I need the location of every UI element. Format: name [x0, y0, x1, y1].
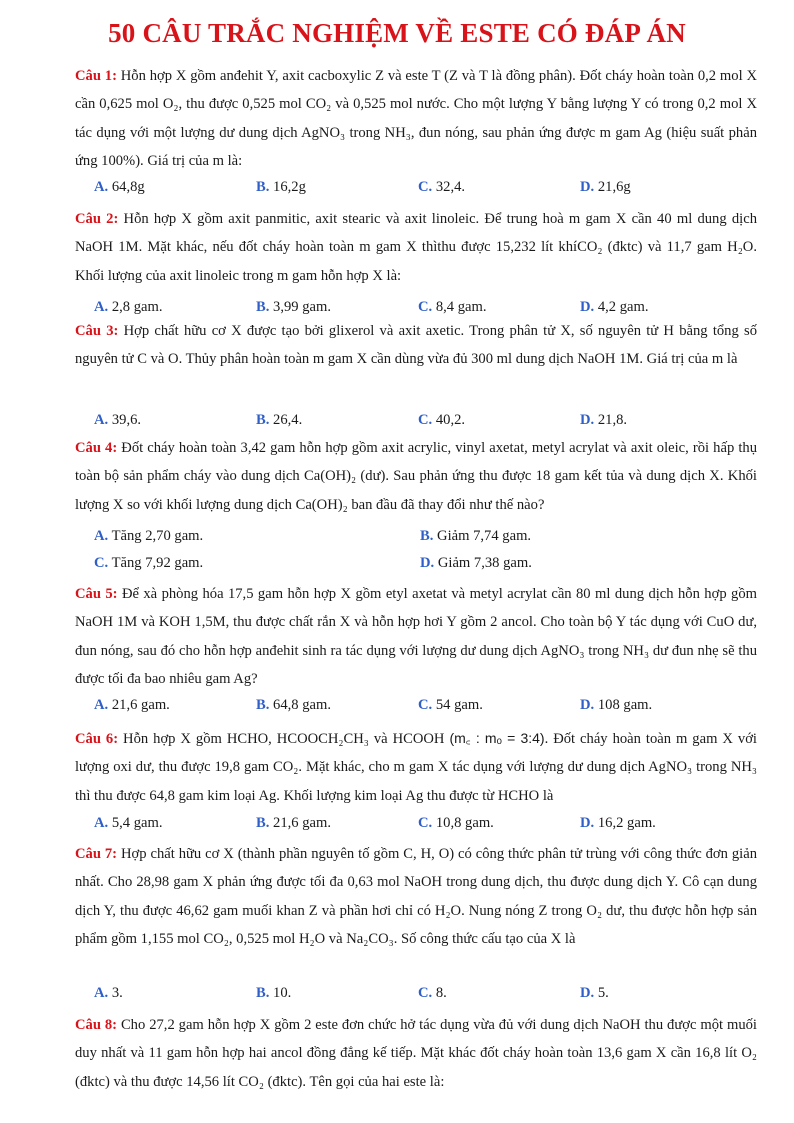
options-7 — [94, 980, 754, 1006]
question-label: Câu 8: — [75, 1017, 118, 1033]
options-1 — [94, 174, 754, 200]
option-a[interactable]: A. Tăng 2,70 gam. — [94, 528, 204, 544]
option-b[interactable]: B. 10. — [256, 985, 292, 1001]
option-b[interactable]: B. 64,8 gam. — [256, 697, 332, 713]
question-1 — [75, 62, 757, 176]
options-5 — [94, 692, 754, 718]
option-d[interactable]: D. 4,2 gam. — [580, 299, 649, 315]
option-d[interactable]: D. 5. — [580, 985, 609, 1001]
options-3 — [94, 407, 754, 433]
option-d[interactable]: D. 16,2 gam. — [580, 815, 656, 831]
option-a[interactable]: A. 39,6. — [94, 412, 142, 428]
option-b[interactable]: B. 3,99 gam. — [256, 299, 332, 315]
option-c[interactable]: C. 32,4. — [418, 179, 466, 195]
option-d[interactable]: D. Giảm 7,38 gam. — [420, 555, 532, 571]
question-text: Hỗn hợp X gồm axit panmitic, axit stearic và axit linoleic. Để trung hoà m gam X cần 40 ml dung dịch NaOH 1M. Mặt khác, nếu đốt cháy hoàn toàn m gam X thìthu được 15,232 lít khíCO₂ (đktc) và 11,7 gam H₂O. Khối lượng của axit linoleic trong m gam hỗn hợp X là: — [75, 211, 757, 284]
option-a[interactable]: A. 3. — [94, 985, 123, 1001]
question-text: Hỗn hợp X gồm HCHO, HCOOCH₂CH₃ và HCOOH — [118, 731, 450, 747]
question-4 — [75, 434, 757, 519]
question-label: Câu 6: — [75, 731, 119, 747]
option-c[interactable]: C. Tăng 7,92 gam. — [94, 555, 204, 571]
question-2 — [75, 205, 757, 290]
option-c[interactable]: C. 40,2. — [418, 412, 466, 428]
mass-ratio: (m꜀ : mₒ = 3:4) — [449, 730, 545, 746]
options-6 — [94, 810, 754, 836]
option-a[interactable]: A. 21,6 gam. — [94, 697, 170, 713]
option-c[interactable]: C. 10,8 gam. — [418, 815, 494, 831]
page-title: 50 CÂU TRẮC NGHIỆM VỀ ESTE CÓ ĐÁP ÁN — [108, 18, 686, 48]
question-6 — [75, 724, 757, 810]
question-text: Hợp chất hữu cơ X (thành phần nguyên tố gồm C, H, O) có công thức phân tử trùng với công thức đơn giản nhất. Cho 28,98 gam X phản ứng được tối đa 0,63 mol NaOH trong dung dịch, thu được dung dịch Y. Cô cạn dung dịch Y, thu được 46,62 gam muối khan Z và phần hơi chỉ có H₂O. Nung nóng Z trong O₂ dư, thu được hỗn hợp sản phẩm gồm 1,155 mol CO₂, 0,525 mol H₂O và Na₂CO₃. Số công thức cấu tạo của X là — [75, 846, 757, 948]
question-text: Hỗn hợp X gồm anđehit Y, axit cacboxylic Z và este T (Z và T là đồng phân). Đốt cháy hoàn toàn 0,2 mol X cần 0,625 mol O₂, thu được 0,525 mol CO₂ và 0,525 mol nước. Cho một lượng Y bằng lượng Y có trong 0,2 mol X tác dụng với một lượng dư dung dịch AgNO₃ trong NH₃, đun nóng, sau phản ứng được m gam Ag (hiệu suất phản ứng 100%). Giá trị của m là: — [75, 68, 757, 170]
option-a[interactable]: A. 2,8 gam. — [94, 299, 163, 315]
option-d[interactable]: D. 108 gam. — [580, 697, 653, 713]
option-b[interactable]: B. 16,2g — [256, 179, 306, 195]
option-a[interactable]: A. 5,4 gam. — [94, 815, 163, 831]
question-3 — [75, 317, 757, 374]
question-text: Hợp chất hữu cơ X được tạo bởi glixerol và axit axetic. Trong phân tử X, số nguyên tử H bằng tổng số nguyên tử C và O. Thủy phân hoàn toàn m gam X cần dùng vừa đủ 300 ml dung dịch NaOH 1M. Giá trị của m là — [75, 323, 757, 368]
question-label: Câu 3: — [75, 323, 119, 339]
option-c[interactable]: C. 8. — [418, 985, 447, 1001]
question-label: Câu 2: — [75, 211, 119, 227]
question-8 — [75, 1011, 757, 1096]
question-label: Câu 1: — [75, 68, 117, 84]
question-text: Để xà phòng hóa 17,5 gam hỗn hợp X gồm etyl axetat và metyl acrylat cần 80 ml dung dịch hỗn hợp gồm NaOH 1M và KOH 1,5M, thu được chất rắn X và hỗn hợp hơi Y gồm 2 ancol. Cho toàn bộ Y tác dụng với CuO dư, đun nóng, sau đó cho hỗn hợp anđehit sinh ra tác dụng với lượng dư dung dịch AgNO₃ trong NH₃ dư đun nhẹ sẽ thu được tối đa bao nhiêu gam Ag? — [75, 586, 757, 688]
option-b[interactable]: B. 21,6 gam. — [256, 815, 332, 831]
question-7 — [75, 840, 757, 954]
question-label: Câu 7: — [75, 846, 118, 862]
option-b[interactable]: B. 26,4. — [256, 412, 303, 428]
question-text: Đốt cháy hoàn toàn 3,42 gam hỗn hợp gồm axit acrylic, vinyl axetat, metyl acrylat và axit oleic, rồi hấp thụ toàn bộ sản phẩm cháy vào dung dịch Ca(OH)₂ (dư). Sau phản ứng thu được 18 gam kết tủa và dung dịch X. Khối lượng X so với khối lượng dung dịch Ca(OH)₂ ban đầu đã thay đổi như thế nào? — [75, 440, 757, 513]
question-label: Câu 4: — [75, 440, 118, 456]
option-d[interactable]: D. 21,6g — [580, 179, 631, 195]
option-a[interactable]: A. 64,8g — [94, 179, 145, 195]
option-c[interactable]: C. 54 gam. — [418, 697, 483, 713]
options-4-row-2 — [94, 550, 754, 576]
option-b[interactable]: B. Giảm 7,74 gam. — [420, 528, 532, 544]
option-d[interactable]: D. 21,8. — [580, 412, 628, 428]
question-label: Câu 5: — [75, 586, 118, 602]
option-c[interactable]: C. 8,4 gam. — [418, 299, 487, 315]
question-text-continued: . Đốt cháy hoàn toàn m gam X với lượng oxi dư, thu được 19,8 gam CO₂. Mặt khác, cho m gam X tác dụng với lượng dư dung dịch AgNO₃ trong NH₃ thì thu được 64,8 gam kim loại Ag. Khối lượng kim loại Ag thu được từ HCHO là — [75, 731, 757, 804]
options-4-row-1 — [94, 523, 754, 549]
question-text: Cho 27,2 gam hỗn hợp X gồm 2 este đơn chức hở tác dụng vừa đủ với dung dịch NaOH thu được một muối duy nhất và 11 gam hỗn hợp hai ancol đồng đẳng kế tiếp. Mặt khác đốt cháy hoàn toàn 13,6 gam X cần 16,8 lít O₂ (đktc) và thu được 14,56 lít CO₂ (đktc). Tên gọi của hai este là: — [75, 1017, 757, 1090]
question-5 — [75, 580, 757, 694]
